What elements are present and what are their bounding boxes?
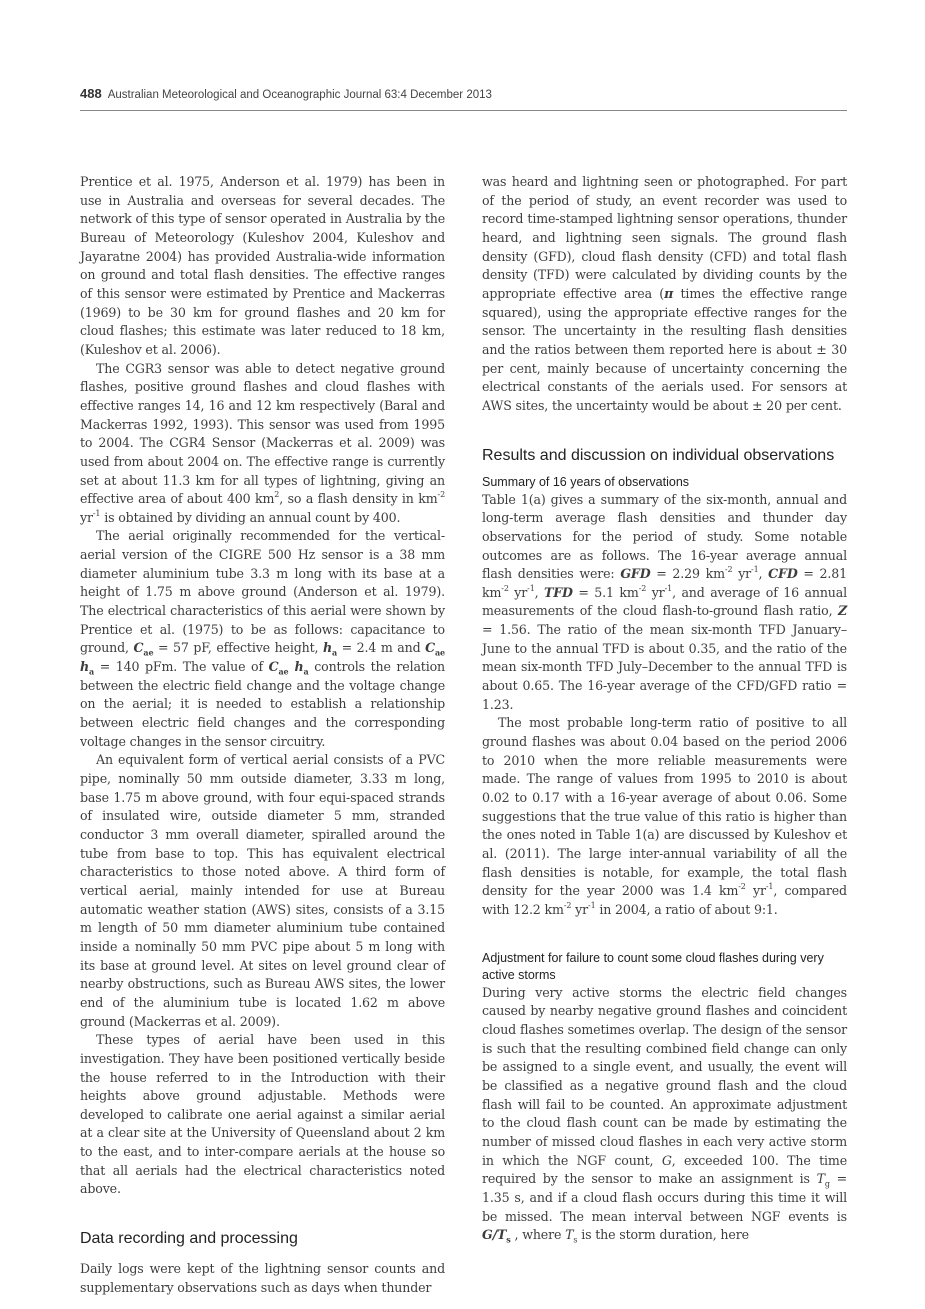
- page-number: 488: [80, 86, 102, 101]
- paragraph: An equivalent form of vertical aerial consists of a PVC pipe, nominally 50 mm outside diameter, 3.33 m long, base 1.75 m above ground, with four equi-spaced strands of insulated wire, outside diameter 5 mm, stranded conductor 3 mm overall diameter, spiralled around the tube from base to top. This has equivalent electrical characteristics to those noted above. A third form of vertical aerial, mainly intended for use at Bureau automatic weather station (AWS) sites, consists of a 3.15 m length of 50 mm diameter aluminium tube contained inside a nominally 50 mm PVC pipe about 5 m long with its base at ground level. At sites on level ground clear of nearby obstructions, such as Bureau AWS sites, the lower end of the aluminium tube is located 1.62 m above ground (Mackerras et al. 2009).: [80, 752, 445, 1029]
- subsection-heading: Adjustment for failure to count some cloud flashes during very active storms: [482, 950, 824, 982]
- journal-title: Australian Meteorological and Oceanographic Journal 63:4 December 2013: [107, 89, 492, 101]
- paragraph: The aerial originally recommended for the vertical-aerial version of the CIGRE 500 Hz sensor is a 38 mm diameter aluminium tube 3.3 m long with its base at a height of 1.75 m above ground (Anderson et al. 1979). The electrical characteristics of this aerial were shown by Prentice et al. (1975) to be as follows: capacitance to ground, $C_{ae} = 57$ pF, effective height, $h_a = 2.4$ m and $C_{ae}$ $h_a = 140$ pFm. The value of $C_{ae}$ $h_a$ controls the relation between the electric field change and the voltage change on the aerial; it is needed to establish a relationship between electric field changes and the corresponding voltage changes in the sensor circuitry.: [80, 528, 445, 749]
- paragraph: The CGR3 sensor was able to detect negative ground flashes, positive ground flashes and cloud flashes with effective ranges 14, 16 and 12 km respectively (Baral and Mackerras 1992, 1993). This sensor was used from 1995 to 2004. The CGR4 Sensor (Mackerras et al. 2009) was used from about 2004 on. The effective range is currently set at about 11.3 km for all types of lightning, giving an effective area of about 400 $km^2$, so a flash density in $km^{-2}$ $yr^{-1}$ is obtained by dividing an annual count by 400.: [80, 360, 446, 525]
- section-heading: Results and discussion on individual observations: [482, 446, 835, 464]
- right-column: [482, 173, 847, 1245]
- paragraph: was heard and lightning seen or photographed. For part of the period of study, an event recorder was used to record time-stamped lightning sensor operations, thunder heard, and lightning seen signals. The ground flash density (GFD), cloud flash density (CFD) and total flash density (TFD) were calculated by dividing counts by the appropriate effective area (π times the effective range squared), using the appropriate effective ranges for the sensor. The uncertainty in the resulting flash densities and the ratios between them reported here is about ± 30 per cent, mainly because of uncertainty concerning the electrical constants of the aerials used. For sensors at AWS sites, the uncertainty would be about ± 20 per cent.: [482, 174, 847, 413]
- paragraph: Table 1(a) gives a summary of the six-month, annual and long-term average flash densities and thunder day observations for the period of study. Some notable outcomes are as follows. The 16-year average annual flash densities were: GFD = 2.29 $km^{-2}$ $yr^{-1}$, CFD = 2.81 $km^{-2}$ $yr^{-1}$, TFD = 5.1 $km^{-2}$ $yr^{-1}$, and average of 16 annual measurements of the cloud flash-to-ground flash ratio, Z = 1.56. The ratio of the mean six-month TFD January–June to the annual TFD is about 0.35, and the ratio of the mean six-month TFD July–December to the annual TFD is about 0.65. The 16-year average of the CFD/GFD ratio = 1.23.: [482, 491, 847, 712]
- running-header: [80, 86, 847, 106]
- paragraph: Prentice et al. 1975, Anderson et al. 1979) has been in use in Australia and overseas for several decades. The network of this type of sensor operated in Australia by the Bureau of Meteorology (Kuleshov 2004, Kuleshov and Jayaratne 2004) has provided Australia-wide information on ground and total flash densities. The effective ranges of this sensor were estimated by Prentice and Mackerras (1969) to be 30 km for ground flashes and 20 km for cloud flashes; this estimate was later reduced to 18 km, (Kuleshov et al. 2006).: [80, 174, 445, 357]
- paragraph: During very active storms the electric field changes caused by nearby negative ground flashes and coincident cloud flashes sometimes overlap. The design of the sensor is such that the resulting combined field change can only be assigned to a single event, and usually, the event will be classified as a negative ground flash and the cloud flash will fail to be counted. An approximate adjustment to the cloud flash count can be made by estimating the number of missed cloud flashes in each very active storm in which the NGF count, G, exceeded 100. The time required by the sensor to make an assignment is $T_g = 1.35$ s, and if a cloud flash occurs during this time it will be missed. The mean interval between NGF events is $G/T_s$ , where $T_s$ is the storm duration, here: [482, 984, 847, 1245]
- header-rule: [80, 110, 847, 111]
- paragraph: The most probable long-term ratio of positive to all ground flashes was about 0.04 based on the period 2006 to 2010 when the more reliable measurements were made. The range of values from 1995 to 2010 is about 0.02 to 0.17 with a 16-year average of about 0.06. Some suggestions that the true value of this ratio is higher than the ones noted in Table 1(a) are discussed by Kuleshov et al. (2011). The large inter-annual variability of all the flash densities is notable, for example, the total flash density for the year 2000 was 1.4 $km^{-2}$ $yr^{-1}$, compared with 12.2 $km^{-2}$ $yr^{-1}$ in 2004, a ratio of about 9:1.: [482, 715, 847, 917]
- left-column: [80, 173, 445, 1297]
- subsection-heading: Summary of 16 years of observations: [482, 474, 690, 489]
- paragraph: These types of aerial have been used in this investigation. They have been positioned vertically beside the house referred to in the Introduction with their heights above ground adjustable. Methods were developed to calibrate one aerial against a similar aerial at a clear site at the University of Queensland about 2 km to the east, and to inter-compare aerials at the house so that all aerials had the electrical characteristics noted above.: [80, 1032, 445, 1197]
- section-heading: Data recording and processing: [80, 1230, 298, 1248]
- paragraph: Daily logs were kept of the lightning sensor counts and supplementary observations such as days when thunder: [80, 1261, 445, 1295]
